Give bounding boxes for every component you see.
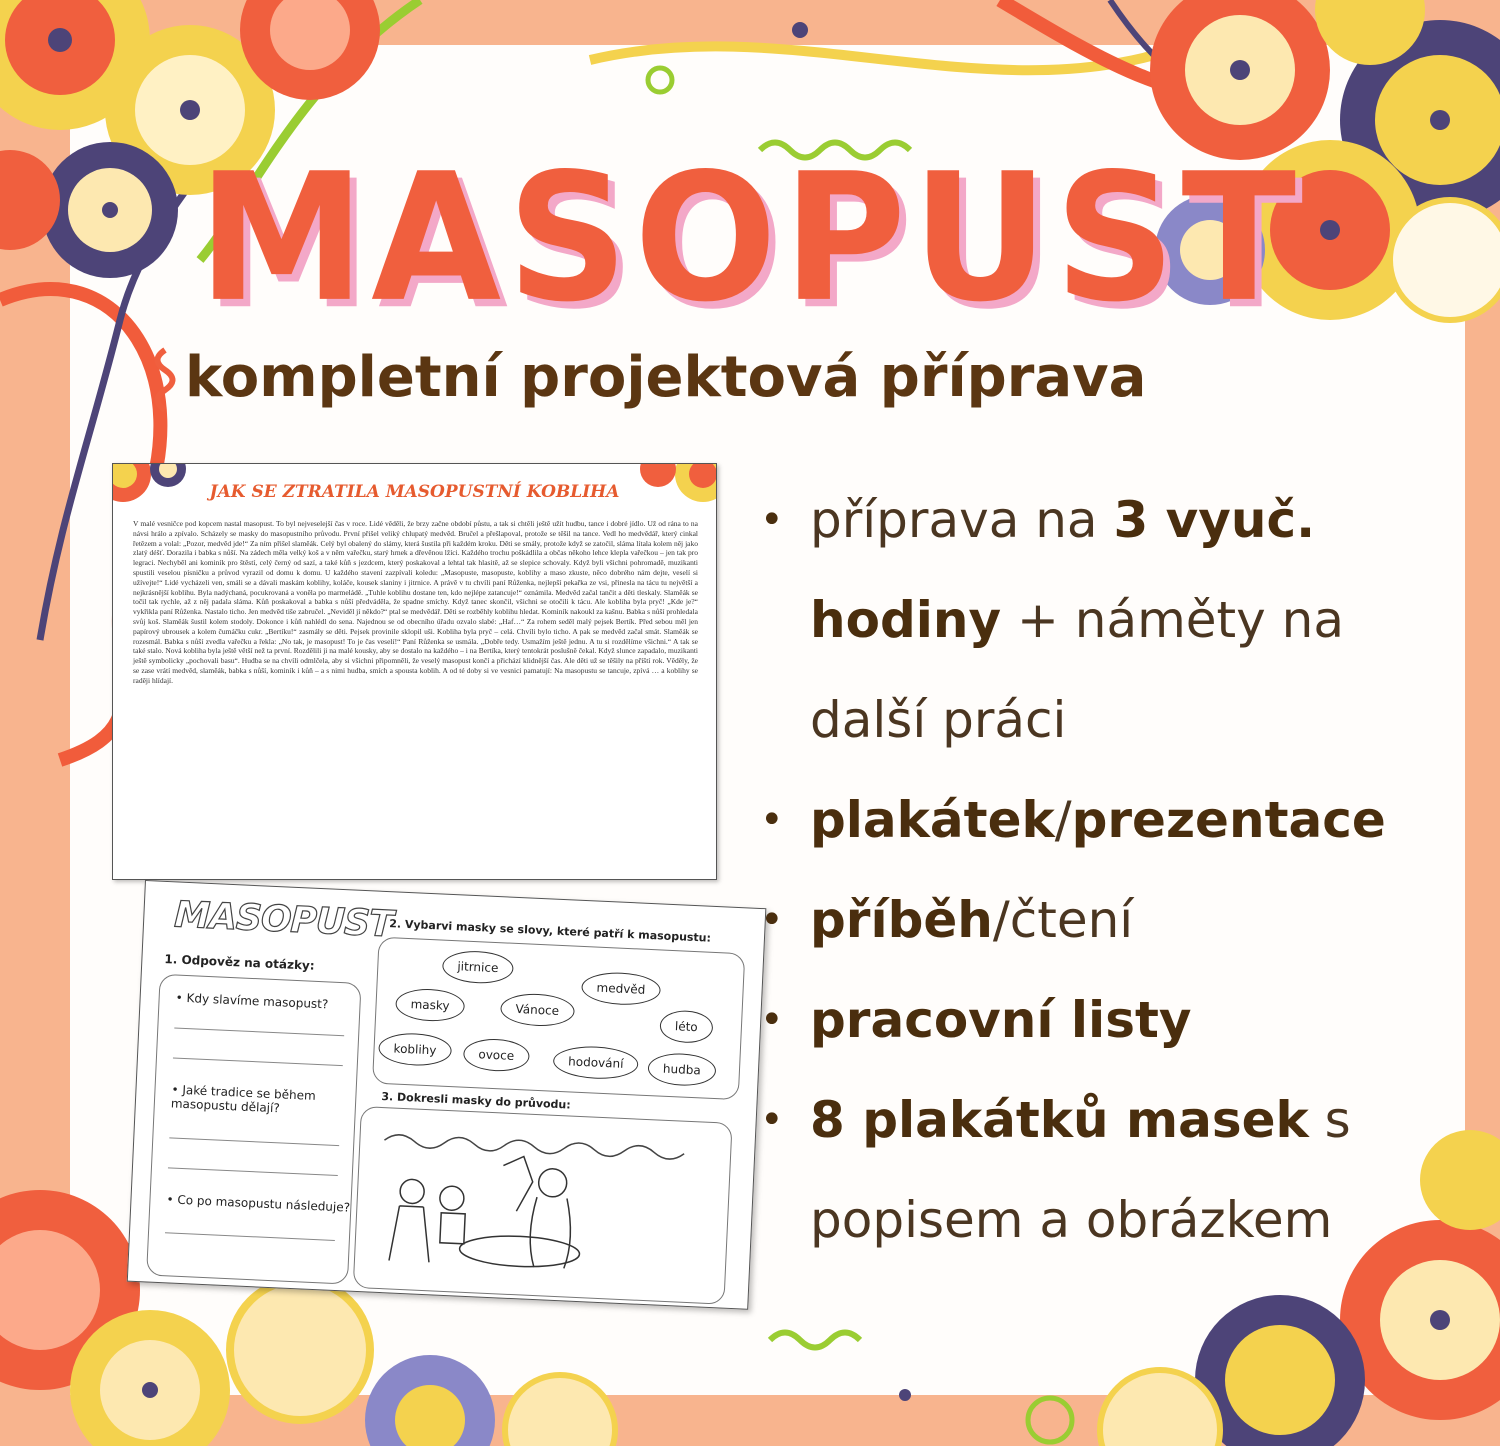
feature-list bbox=[760, 470, 1460, 1270]
word-oval: ovoce bbox=[463, 1038, 530, 1073]
exercise-sheet bbox=[127, 880, 767, 1310]
feature-text: / bbox=[1054, 791, 1072, 849]
subtitle: kompletní projektová příprava bbox=[185, 345, 1147, 410]
page-title: MASOPUST bbox=[197, 135, 1303, 341]
feature-text-bold: 3 vyuč. hodiny bbox=[810, 491, 1316, 649]
word-oval: hodování bbox=[552, 1045, 639, 1081]
feature-text: s popisem a obrázkem bbox=[810, 1091, 1351, 1249]
feature-item bbox=[760, 770, 1460, 870]
feature-item bbox=[760, 1070, 1460, 1270]
parade-drawing bbox=[368, 1120, 715, 1295]
feature-item bbox=[760, 970, 1460, 1070]
word-oval: medvěd bbox=[581, 971, 661, 1007]
confetti-ring bbox=[648, 68, 672, 92]
feature-text-bold: příběh bbox=[810, 891, 993, 949]
task-1: 1. Odpověz na otázky: bbox=[164, 951, 315, 973]
confetti-dot bbox=[792, 22, 808, 38]
word-oval: hudba bbox=[647, 1052, 716, 1087]
word-oval: Vánoce bbox=[500, 992, 575, 1027]
rosette bbox=[365, 1355, 495, 1446]
squiggle bbox=[770, 1333, 860, 1348]
worksheet-logo: MASOPUST bbox=[173, 894, 394, 946]
story-text: V malé vesničce pod kopcem nastal masopust. To byl nejveselejší čas v roce. Lidé věděli, že brzy začne období půstu, a tak si chtěli ještě užít hudbu, tance i dobré jídlo. Už od rána to na návsi hrálo a zpívalo. Scházely se masky do masopustního průvodu. První přišel veliký chlupatý medvěd. Bručel a přešlapoval, protože se těšil na tance. Vedl ho medvědář, který cinkal řetězem a volal: „Pozor, medvěd jde!“ Za ním přišel slaměák. Celý byl obalený do slámy, která šustila při každém kroku. Děti se smály, protože když se zatočil, sláma lítala kolem něj jako zlatý déšť. Dorazila i babka s nůší. Na zádech měla velký koš a v něm vařečku, starý hrnek a dřevěnou lžíci. Každého trochu poškádlila a občas někoho lehce klepla vařečkou – jen tak pro legraci. Nechyběl ani kominík pro štěstí, celý černý od sazí, a také kůň s jezdcem, který poskakoval a lehtal tak hlasitě, až se slepice schovaly. Když byli všichni pohromadě, muzikanti spustili veselou písničku a průvod vyrazil od domu k domu. U každého stavení zazpívali koledu: „Masopuste, masopuste, koblihy a maso zkuste, něco dobrého nám dejte, veselí si užívejte!“ Lidé vycházeli ven, smáli se a dávali maskám koblihy, koláče, kousek slaniny i jitrnice. A právě v tu chvíli paní Růženka, nejlepší pekařka ze vsi, přinesla na tácu tu největší a nejkrásnější koblihu. Byla nadýchaná, pocukrovaná a voněla po marmeládě. „Tuhle koblihu dostane ten, kdo nejlépe zatancuje!“ oznámila. Medvěd začal tančit a děti tleskaly. Slaměák se točil tak rychle, až z něj padala sláma. Kůň poskakoval a babka s nůší předváděla, že spadne smíchy. Když tanec skončil, všichni se otočili k tácu. Ale kobliha byla pryč! „Kde je?“ vykřikla paní Růženka. Nastalo ticho. Jen medvěd tiše zabručel. „Neviděl jí někdo?“ ptal se medvědář. Děti se rozběhly koblihu hledat. Kominík nakoukl za kašnu. Babka s nůší prohledala svůj koš. Slaměák šustil kolem stodoly. Dokonce i kůň nahlédl do sena. Najednou se od obecního úřadu ozvalo slabé: „Haf…“ Za rohem seděl malý pejsek Bertík. Před sebou měl jen papírový ubrousek a kolem čumáčku cukr. „Bertíku!“ zasmály se děti. Pejsek provinile sklopil uši. Kobliha byla pryč – celá. Chvíli bylo ticho. A pak se medvěd začal smát. Slaměák se rozesmál. Babka s nůší zvedla vařečku a řekla: „No tak, je masopust! To je čas veselí!“ Paní Růženka se usmála. „Dobře tedy. Usmažím ještě jednu. A tu si rozdělíme všichni.“ A tak se také stalo. Nová kobliha byla ještě větší než ta první. Rozdělili ji na malé kousky, aby se dostalo na každého – i na Bertíka, který tentokrát poslušně čekal. Když slunce zapadalo, muzikanti ještě symbolicky „pochovali basu“. Hudba se na chvíli odmlčela, aby si všichni připomněli, že veselý masopust končí a přichází klidnější čas. Ale děti už se těšily na příští rok. Věděly, že se zase vrátí medvěd, slaměák, babka s nůší, kominík i kůň – a s nimi hudba, smích a spousta koblih. A od té doby si ve vesnici pamatují: Na masopustu se tancuje, zpívá … a koblihy se raději hlídají. bbox=[133, 519, 698, 685]
word-oval: masky bbox=[395, 988, 465, 1023]
word-oval: jitrnice bbox=[442, 950, 514, 985]
task-2: 2. Vybarvi masky se slovy, které patří k masopustu: bbox=[388, 917, 712, 945]
story-title: JAK SE ZTRATILA MASOPUSTNÍ KOBLIHA bbox=[209, 482, 620, 502]
task-3: 3. Dokresli masky do průvodu: bbox=[381, 1089, 571, 1112]
rosette bbox=[230, 1280, 370, 1420]
wave-icon bbox=[140, 345, 180, 425]
word-oval: koblihy bbox=[378, 1032, 452, 1067]
feature-item bbox=[760, 470, 1460, 770]
confetti-ring bbox=[1028, 1398, 1072, 1442]
rosette bbox=[505, 1375, 615, 1446]
question-3: • Co po masopustu následuje? bbox=[166, 1192, 351, 1215]
story-sheet bbox=[112, 463, 717, 880]
question-2: • Jaké tradice se během masopustu dělají? bbox=[170, 1082, 317, 1116]
feature-item bbox=[760, 870, 1460, 970]
question-1: • Kdy slavíme masopust? bbox=[175, 990, 329, 1012]
feature-text: příprava na bbox=[810, 491, 1114, 549]
answers-box bbox=[146, 974, 361, 1285]
feature-text-bold: 8 plakátků masek bbox=[810, 1091, 1309, 1149]
feature-text-bold: plakátek bbox=[810, 791, 1055, 849]
feature-text-bold: prezentace bbox=[1071, 791, 1386, 849]
feature-text: /čtení bbox=[992, 891, 1134, 949]
feature-text: + náměty na další práci bbox=[810, 591, 1344, 749]
feature-text-bold: pracovní listy bbox=[810, 991, 1192, 1049]
word-oval: léto bbox=[659, 1010, 713, 1044]
confetti-dot bbox=[899, 1389, 911, 1401]
